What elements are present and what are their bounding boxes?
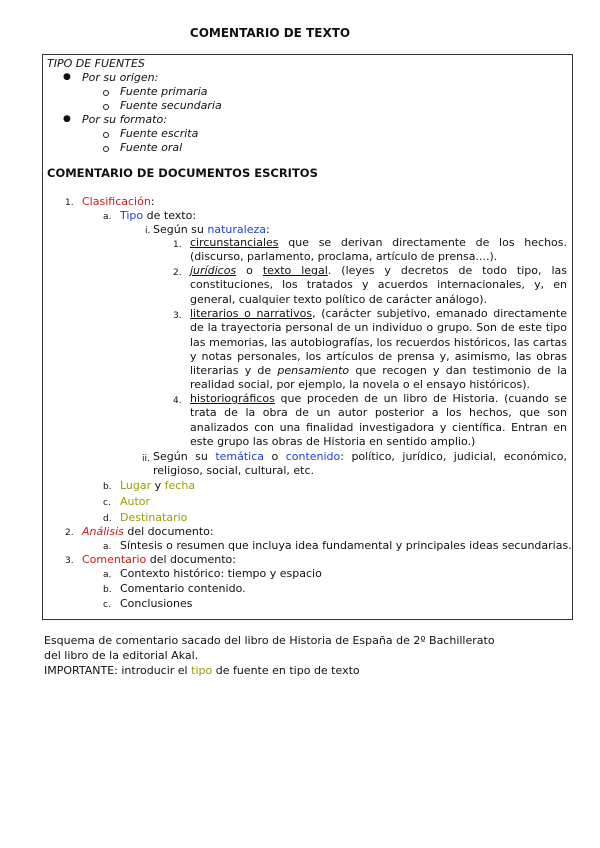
analisis-sintesis: Síntesis o resumen que incluya idea fundamental y principales ideas secundarias. — [120, 539, 572, 552]
list-number: 2. — [65, 528, 74, 538]
footer-important: IMPORTANTE: introducir el tipo de fuente en tipo de texto — [44, 664, 360, 677]
bullet-icon: ● — [63, 72, 71, 82]
circle-bullet-icon — [103, 132, 109, 138]
comentario-contexto: Contexto histórico: tiempo y espacio — [120, 567, 322, 580]
footer-line-1: Esquema de comentario sacado del libro de Historia de España de 2º Bachillerato — [44, 634, 495, 647]
autor: Autor — [120, 495, 151, 508]
list-number: 1. — [65, 198, 74, 208]
list-letter: c. — [103, 600, 111, 610]
list-roman: i. — [145, 226, 151, 236]
list-letter: a. — [103, 542, 112, 552]
list-number: 1. — [173, 240, 182, 250]
list-number: 2. — [173, 268, 182, 278]
comentario-heading: Comentario del documento: — [82, 553, 236, 566]
circle-bullet-icon — [103, 90, 109, 96]
footer-line-2: del libro de la editorial Akal. — [44, 649, 199, 662]
page-title: COMENTARIO DE TEXTO — [189, 26, 351, 40]
fuentes-heading: TIPO DE FUENTES — [47, 57, 145, 70]
bullet-icon: ● — [63, 114, 71, 124]
segun-naturaleza: Según su naturaleza: — [153, 223, 270, 236]
segun-tematica: Según su temática o contenido: político, jurídico, judicial, económico, religioso, social, cultural, etc. — [153, 450, 568, 478]
list-roman: ii. — [142, 454, 150, 464]
circle-bullet-icon — [103, 146, 109, 152]
fuentes-secundaria: Fuente secundaria — [120, 99, 222, 112]
list-letter: a. — [103, 570, 112, 580]
list-number: 4. — [173, 396, 182, 406]
list-number: 3. — [65, 556, 74, 566]
comentario-contenido: Comentario contenido. — [120, 582, 246, 595]
list-letter: b. — [103, 585, 112, 595]
list-letter: a. — [103, 212, 112, 222]
analisis-heading: Análisis del documento: — [82, 525, 214, 538]
list-letter: c. — [103, 498, 111, 508]
list-letter: b. — [103, 482, 112, 492]
naturaleza-item-1: circunstanciales que se derivan directamente de los hechos. (discurso, parlamento, proclama, artículo de prensa....). — [190, 236, 567, 264]
naturaleza-item-3: literarios o narrativos, (carácter subjetivo, emanado directamente de la trayectoria personal de un individuo o grupo. Son de este tipo las memorias, las autobiografías, los recuerdos históricos, las cartas y notas personales, los artículos de prensa y, asimismo, las obras literarias y de pensamiento que recogen y dan testimonio de la realidad social, por ejemplo, la novela o el ensayo históricos). — [190, 307, 568, 392]
circle-bullet-icon — [103, 104, 109, 110]
tipo-de-texto: Tipo de texto: — [120, 209, 197, 222]
naturaleza-item-2: jurídicos o texto legal. (leyes y decretos de todo tipo, las constituciones, los tratados y acuerdos internacionales, y, en general, cualquier texto político de carácter análogo). — [190, 264, 567, 306]
list-number: 3. — [173, 311, 182, 321]
fuentes-escrita: Fuente escrita — [120, 127, 199, 140]
fuentes-primaria: Fuente primaria — [120, 85, 208, 98]
naturaleza-item-4: historiográficos que proceden de un libro de Historia. (cuando se trata de la obra de un autor posterior a los hechos, que son analizados con una finalidad investigadora y científica. Entran en este grupo las obras de Historia en sentido amplio.) — [190, 392, 567, 448]
fuentes-origen: Por su origen: — [82, 71, 159, 84]
fuentes-oral: Fuente oral — [120, 141, 183, 154]
comentario-conclusiones: Conclusiones — [120, 597, 193, 610]
list-letter: d. — [103, 514, 112, 524]
lugar-fecha: Lugar y fecha — [120, 479, 196, 492]
content-box — [42, 54, 573, 620]
clasificacion-heading: Clasificación: — [82, 195, 155, 208]
destinatario: Destinatario — [120, 511, 188, 524]
fuentes-formato: Por su formato: — [82, 113, 167, 126]
section-heading: COMENTARIO DE DOCUMENTOS ESCRITOS — [47, 166, 318, 180]
